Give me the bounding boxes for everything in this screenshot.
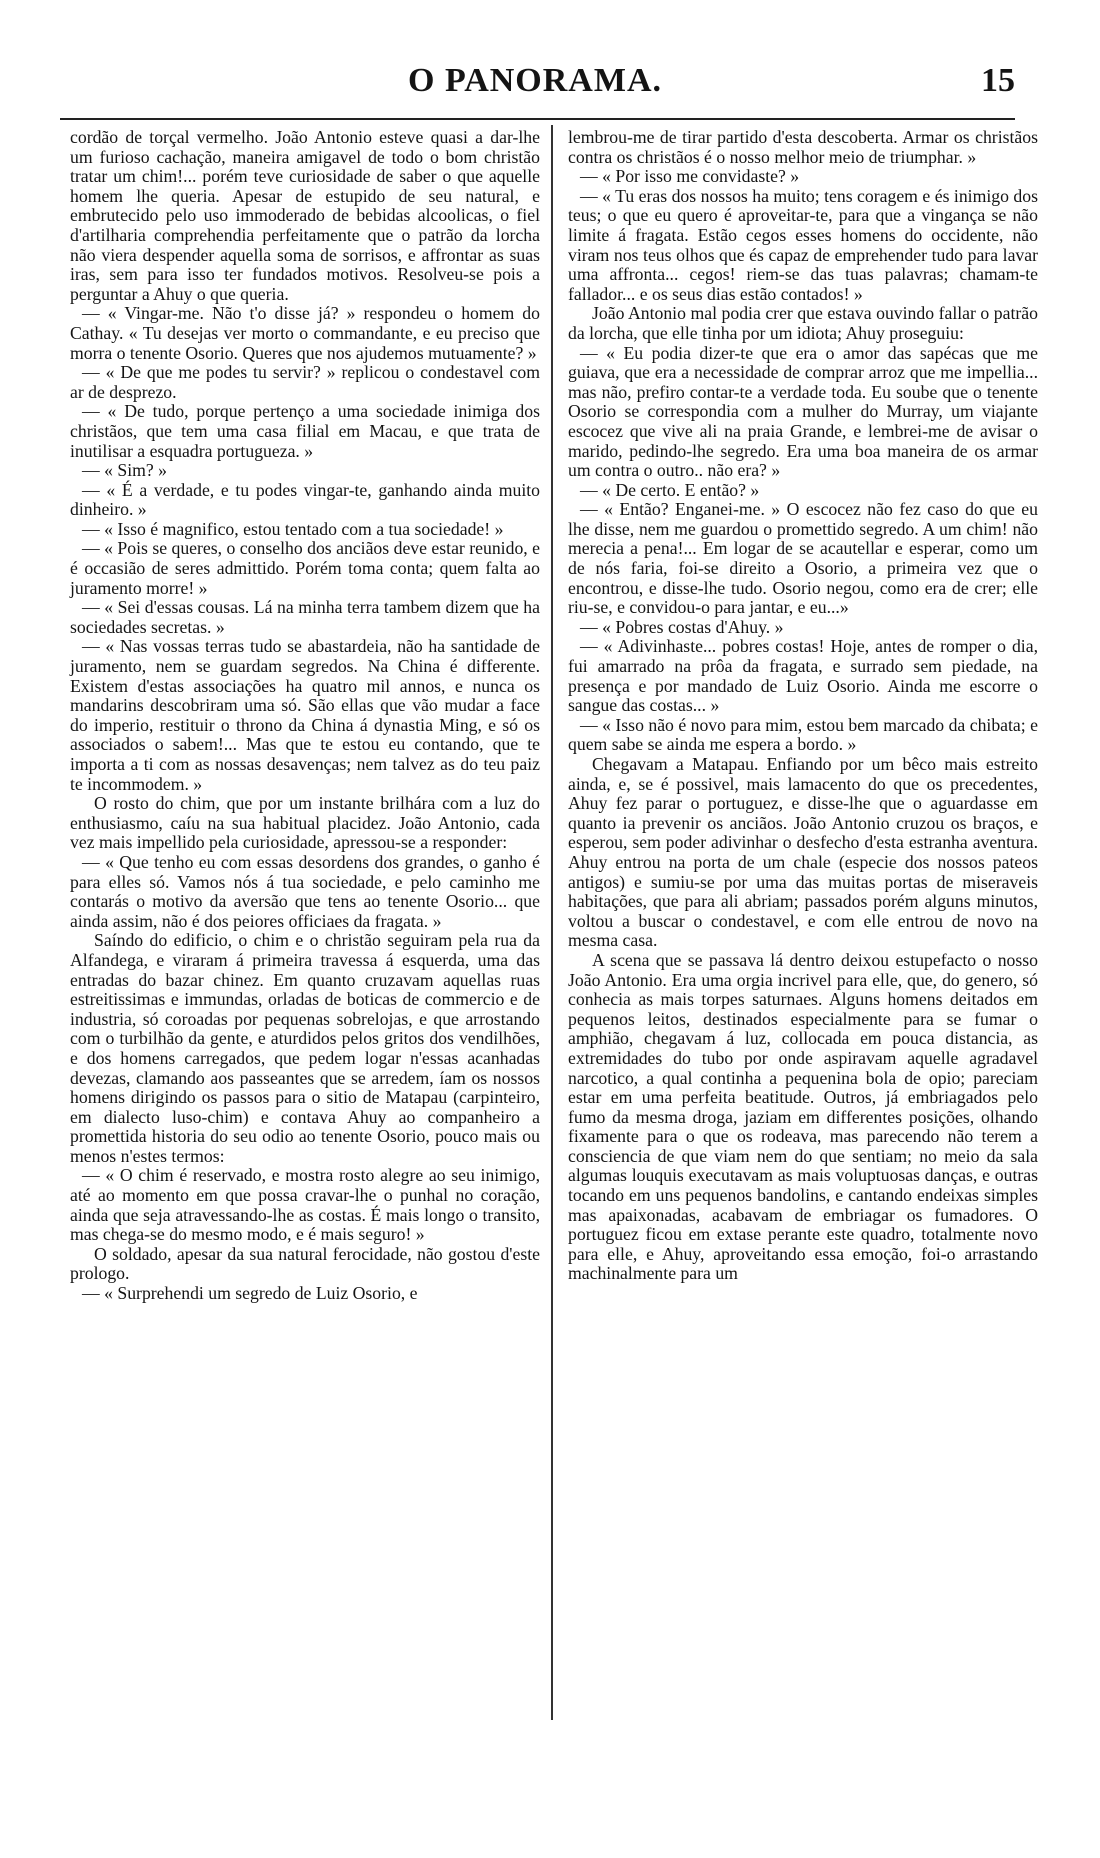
paragraph: — « É a verdade, e tu podes vingar-te, ganhando ainda muito dinheiro. » bbox=[70, 479, 540, 520]
left-column bbox=[70, 128, 540, 1304]
paragraph: — « Isso é magnifico, estou tentado com a tua sociedade! » bbox=[82, 518, 504, 539]
paragraph: A scena que se passava lá dentro deixou estupefacto o nosso João Antonio. Era uma orgia incrivel para elle, que, do genero, só conhecia as mais torpes saturnaes. Alguns homens deitados em pequenos leitos, destinados especialmente para se fumar o amphião, chegavam á luz, collocada em pouca distancia, as extremidades do tubo por onde aspiravam aquelle agradavel narcotico, a qual continha a pequenina bola de opio; pareciam estar em uma perfeita beatitude. Outros, já embriagados pelo fumo da mesma droga, jaziam em differentes posições, olhando fixamente para o que os rodeava, mas parecendo não terem a consciencia de que viam nem do que sentiam; no meio da sala algumas louquis executavam as mais voluptuosas danças, e outras tocando em uns pequenos bandolins, e cantando endeixas simples mas apaixonadas, acabavam de embriagar os fumadores. O portuguez ficou em extase perante este quadro, totalmente novo para elle, e Ahuy, aproveitando essa emoção, foi-o arrastando machinalmente para um bbox=[568, 949, 1038, 1284]
paragraph: — « Vingar-me. Não t'o disse já? » respondeu o homem do Cathay. « Tu desejas ver morto o commandante, e eu preciso que morra o tenente Osorio. Queres que nos ajudemos mutuamente? » bbox=[70, 303, 540, 363]
paragraph: — « Nas vossas terras tudo se abastardeia, não ha santidade de juramento, nem se guardam segredos. Na China é differente. Existem d'estas associações ha quatro mil annos, e nunca os mandarins descobriram uma só. São ellas que vão mudar a face do imperio, restituir o throno da China á dynastia Ming, e só os associados o sabem!... Mas que te estou eu contando, que te importa a ti com as nossas desavenças; nem talvez as do teu paiz te incommodem. » bbox=[70, 636, 540, 794]
right-column bbox=[568, 128, 1038, 1284]
header-rule bbox=[60, 118, 1015, 120]
paragraph: cordão de torçal vermelho. João Antonio esteve quasi a dar-lhe um furioso cachação, maneira amigavel de todo o bom christão tratar um chim!... porém teve curiosidade de saber o que aquelle homem lhe queria. Apesar de estupido de seu natural, e embrutecido pelo uso immoderado de bebidas alcoolicas, o fiel d'artilharia comprehendia perfeitamente que o patrão da lorcha não viera despender aquella soma de sorrisos, e affrontar as suas iras, sem para isso ter fundados motivos. Resolveu-se pois a perguntar a Ahuy o que queria. bbox=[70, 127, 540, 304]
paragraph: — « De certo. E então? » bbox=[580, 479, 760, 500]
paragraph: — « Sim? » bbox=[82, 460, 168, 481]
paragraph: — « Tu eras dos nossos ha muito; tens coragem e és inimigo dos teus; o que eu quero é aproveitar-te, para que a vingança se não limite á fragata. Estão cegos esses homens do occidente, não viram nos teus olhos que és capaz de emprehender tudo para lavar uma affronta... cegos! riem-se das tuas palavras; chamam-te fallador... e os seus dias estão contados! » bbox=[568, 185, 1038, 304]
page-number: 15 bbox=[981, 62, 1015, 99]
paragraph: — « De tudo, porque pertenço a uma sociedade inimiga dos christãos, que tem uma casa filial em Macau, e que trata de inutilisar a esquadra portugueza. » bbox=[70, 401, 540, 461]
column-divider bbox=[551, 125, 553, 1720]
paragraph: — « Surprehendi um segredo de Luiz Osorio, e bbox=[82, 1283, 418, 1304]
paragraph: Chegavam a Matapau. Enfiando por um bêco mais estreito ainda, e, se é possivel, mais lamacento do que os precedentes, Ahuy fez parar o portuguez, e disse-lhe que o aguardasse em quanto ia prevenir os anciãos. João Antonio cruzou os braços, e esperou, sem poder adivinhar o desfecho d'esta estranha aventura. Ahuy entrou na porta de um chale (especie dos nossos pateos antigos) e sumiu-se por uma das muitas portas de miseraveis habitações, que para ali abriam; passados porém alguns minutos, voltou a buscar o condestavel, e com elle entrou de novo na mesma casa. bbox=[568, 754, 1038, 951]
paragraph: O rosto do chim, que por um instante brilhára com a luz do enthusiasmo, caíu na sua habitual placidez. João Antonio, cada vez mais impellido pela curiosidade, apressou-se a responder: bbox=[70, 793, 540, 853]
paragraph: — « O chim é reservado, e mostra rosto alegre ao seu inimigo, até ao momento em que possa cravar-lhe o punhal no coração, ainda que seja atravessando-lhe as costas. É mais longo o transito, mas chega-se do mesmo modo, e é mais seguro! » bbox=[70, 1165, 540, 1245]
page-title: O PANORAMA. bbox=[408, 62, 662, 99]
paragraph: — « Eu podia dizer-te que era o amor das sapécas que me guiava, que era a necessidade de comprar arroz que me impellia... mas não, prefiro contar-te a verdade toda. Eu soube que o tenente Osorio se correspondia com a mulher do Murray, um viajante escocez que vive ali na praia Grande, e lembrei-me de avisar o marido, pedindo-lhe segredo. Era uma boa maneira de os armar um contra o outro.. não era? » bbox=[568, 342, 1038, 481]
paragraph: O soldado, apesar da sua natural ferocidade, não gostou d'este prologo. bbox=[70, 1243, 540, 1284]
paragraph: — « Que tenho eu com essas desordens dos grandes, o ganho é para elles só. Vamos nós á tua sociedade, e pelo caminho me contarás o motivo da aversão que tens ao tenente Osorio... que ainda assim, não é dos peiores officiaes da fragata. » bbox=[70, 851, 540, 931]
paragraph: — « Adivinhaste... pobres costas! Hoje, antes de romper o dia, fui amarrado na prôa da fragata, e surrado sem piedade, na presença e por mandado de Luiz Osorio. Ainda me escorre o sangue das costas... » bbox=[568, 636, 1038, 716]
paragraph: — « Isso não é novo para mim, estou bem marcado da chibata; e quem sabe se ainda me espera a bordo. » bbox=[568, 714, 1038, 755]
paragraph: João Antonio mal podia crer que estava ouvindo fallar o patrão da lorcha, que elle tinha por um idiota; Ahuy proseguiu: bbox=[568, 303, 1038, 343]
page-header bbox=[55, 62, 1015, 112]
paragraph: — « Pobres costas d'Ahuy. » bbox=[580, 616, 784, 637]
paragraph: — « Pois se queres, o conselho dos anciãos deve estar reunido, e é occasião de seres admittido. Porém toma conta; quem falta ao juramento morre! » bbox=[70, 538, 540, 598]
paragraph: — « Sei d'essas cousas. Lá na minha terra tambem dizem que ha sociedades secretas. » bbox=[70, 597, 540, 637]
paragraph: — « De que me podes tu servir? » replicou o condestavel com ar de desprezo. bbox=[70, 362, 540, 402]
paragraph: Saíndo do edificio, o chim e o christão seguiram pela rua da Alfandega, e viraram á primeira travessa á esquerda, uma das entradas do bazar chinez. Em quanto cruzavam aquellas ruas estreitissimas e immundas, orladas de boticas de commercio e de industria, só coroadas por pequenas sobrelojas, e que arrostando com o turbilhão da gente, e aturdidos pelos gritos dos vendilhões, e dos homens carregados, que pedem logar n'essas acanhadas devezas, clamando aos passeantes que se arredem, íam os nossos homens dirigindo os passos para o sitio de Matapau (carpinteiro, em dialecto luso-chim) e contava Ahuy ao companheiro a promettida historia do seu odio ao tenente Osorio, pouco mais ou menos n'estes termos: bbox=[70, 930, 540, 1166]
paragraph: — « Por isso me convidaste? » bbox=[580, 166, 800, 187]
paragraph: — « Então? Enganei-me. » O escocez não fez caso do que eu lhe disse, nem me guardou o promettido segredo. A um chim! não merecia a pena!... Em logar de se acautellar e esperar, como um de nós faria, foi-se direito a Osorio, a primeira vez que o encontrou, e disse-lhe tudo. Osorio negou, como era de crer; elle riu-se, e convidou-o para jantar, e eu...» bbox=[568, 499, 1038, 618]
paragraph: lembrou-me de tirar partido d'esta descoberta. Armar os christãos contra os christãos é o nosso melhor meio de triumphar. » bbox=[568, 127, 1038, 167]
